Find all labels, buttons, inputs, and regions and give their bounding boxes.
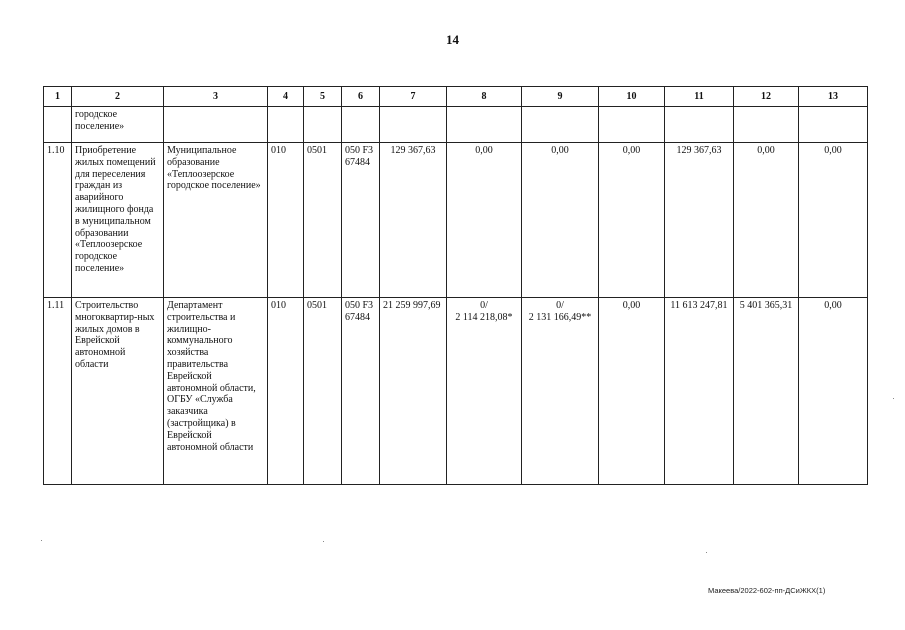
cell-value [380, 107, 447, 143]
cell-value [522, 298, 599, 485]
col-header: 12 [734, 87, 799, 107]
cell-name: городское поселение» [72, 107, 164, 143]
cell-value: 0,00 [734, 143, 799, 298]
table-row [44, 298, 868, 485]
cell-code [268, 107, 304, 143]
cell-number: 1.11 [44, 298, 72, 485]
col-header: 9 [522, 87, 599, 107]
cell-value [447, 298, 522, 485]
cell-code [304, 107, 342, 143]
col-header: 8 [447, 87, 522, 107]
cell-value: 21 259 997,69 [380, 298, 447, 485]
cell-value: 129 367,63 [380, 143, 447, 298]
col-header: 11 [665, 87, 734, 107]
col-header: 1 [44, 87, 72, 107]
cell-value-bottom: 2 114 218,08* [455, 311, 513, 323]
cell-executor: Муниципальное образование «Теплоозерское городское поселение» [164, 143, 268, 298]
col-header: 7 [380, 87, 447, 107]
cell-value: 0,00 [799, 298, 868, 485]
cell-value [522, 107, 599, 143]
cell-executor: Департамент строительства и жилищно-коммунального хозяйства правительства Еврейской автономной области, ОГБУ «Служба заказчика (застройщика) в Еврейской автономной области [164, 298, 268, 485]
cell-value [447, 107, 522, 143]
scan-speck [706, 552, 707, 553]
cell-number [44, 107, 72, 143]
cell-code: 050 F3 67484 [342, 143, 380, 298]
col-header: 5 [304, 87, 342, 107]
col-header: 2 [72, 87, 164, 107]
cell-value-bottom: 2 131 166,49** [528, 311, 592, 323]
cell-code: 0501 [304, 143, 342, 298]
cell-code: 0501 [304, 298, 342, 485]
cell-value: 0,00 [599, 298, 665, 485]
cell-code: 050 F3 67484 [342, 298, 380, 485]
col-header: 10 [599, 87, 665, 107]
cell-executor [164, 107, 268, 143]
col-header: 6 [342, 87, 380, 107]
cell-value: 129 367,63 [665, 143, 734, 298]
cell-value: 5 401 365,31 [734, 298, 799, 485]
scan-speck [41, 540, 42, 541]
cell-value: 0,00 [599, 143, 665, 298]
cell-name: Приобретение жилых помещений для переселения граждан из аварийного жилищного фонда в муниципальном образовании «Теплоозерское городское поселение» [72, 143, 164, 298]
cell-code: 010 [268, 143, 304, 298]
scan-speck [323, 541, 324, 542]
table-row [44, 107, 868, 143]
cell-value [599, 107, 665, 143]
cell-code [342, 107, 380, 143]
cell-value-top: 0/ [480, 300, 488, 311]
scan-speck [893, 398, 894, 399]
cell-value: 0,00 [522, 143, 599, 298]
col-header: 13 [799, 87, 868, 107]
budget-table [43, 86, 868, 485]
col-header: 4 [268, 87, 304, 107]
cell-code: 010 [268, 298, 304, 485]
cell-value-top: 0/ [556, 300, 564, 311]
cell-value: 0,00 [447, 143, 522, 298]
page-number: 14 [446, 32, 459, 47]
cell-value [665, 107, 734, 143]
col-header: 3 [164, 87, 268, 107]
document-footer: Макеева/2022-602-пп-ДСиЖКХ(1) [708, 586, 826, 595]
cell-name: Строительство многоквартир-ных жилых домов в Еврейской автономной области [72, 298, 164, 485]
cell-value: 0,00 [799, 143, 868, 298]
header-row [44, 87, 868, 107]
cell-value [799, 107, 868, 143]
table-row [44, 143, 868, 298]
cell-number: 1.10 [44, 143, 72, 298]
cell-value: 11 613 247,81 [665, 298, 734, 485]
cell-value [734, 107, 799, 143]
